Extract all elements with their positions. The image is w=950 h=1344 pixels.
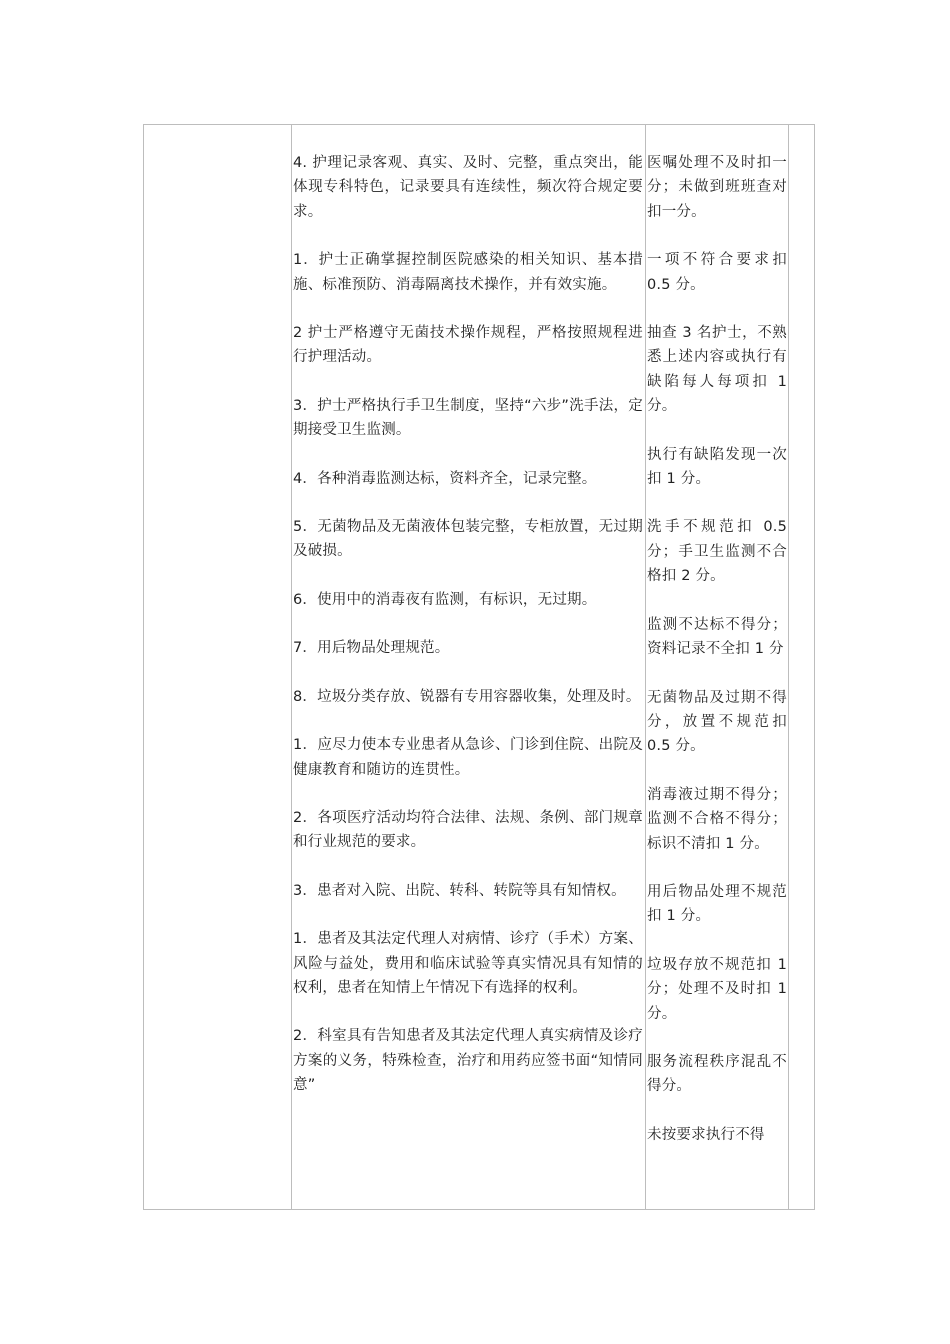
criteria-item: 2．各项医疗活动均符合法律、法规、条例、部门规章和行业规范的要求。 — [293, 809, 643, 851]
criteria-item: 1．应尽力使本专业患者从急诊、门诊到住院、出院及健康教育和随访的连贯性。 — [293, 737, 643, 778]
criteria-item: 3．护士严格执行手卫生制度，坚持“六步”洗手法，定期接受卫生监测。 — [293, 397, 643, 439]
criteria-item: 7．用后物品处理规范。 — [293, 640, 450, 657]
deduction-item: 抽查 3 名护士，不熟悉上述内容或执行有缺陷每人每项扣 1 分。 — [647, 325, 787, 415]
deduction-item: 垃圾存放不规范扣 1 分；处理不及时扣 1 分。 — [647, 956, 787, 1022]
criteria-column — [293, 125, 643, 1209]
criteria-item: 8．垃圾分类存放、锐器有专用容器收集，处理及时。 — [293, 688, 641, 705]
deduction-item: 洗手不规范扣 0.5 分；手卫生监测不合格扣 2 分。 — [647, 519, 787, 585]
criteria-item: 4．各种消毒监测达标，资料齐全，记录完整。 — [293, 470, 597, 487]
evaluation-table — [143, 124, 815, 1210]
deduction-item: 无菌物品及过期不得分，放置不规范扣 0.5 分。 — [647, 689, 787, 755]
deduction-item: 用后物品处理不规范扣 1 分。 — [647, 883, 787, 925]
column-divider — [645, 125, 646, 1209]
deduction-item: 服务流程秩序混乱不得分。 — [647, 1053, 787, 1095]
deduction-item: 医嘱处理不及时扣一分；未做到班班查对扣一分。 — [647, 155, 787, 220]
criteria-item: 1．护士正确掌握控制医院感染的相关知识、基本措施、标准预防、消毒隔离技术操作，并有效实施。 — [293, 252, 643, 293]
criteria-item: 2 护士严格遵守无菌技术操作规程，严格按照规程进行护理活动。 — [293, 325, 643, 366]
criteria-item: 1．患者及其法定代理人对病情、诊疗（手术）方案、风险与益处，费用和临床试验等真实情况具有知情的权利，患者在知情上午情况下有选择的权利。 — [293, 931, 643, 996]
criteria-item: 5．无菌物品及无菌液体包装完整，专柜放置，无过期及破损。 — [293, 519, 643, 560]
deduction-item: 执行有缺陷发现一次扣 1 分。 — [647, 446, 787, 488]
deduction-item: 一项不符合要求扣 0.5 分。 — [647, 252, 787, 293]
criteria-item: 6．使用中的消毒夜有监测，有标识，无过期。 — [293, 591, 597, 608]
column-divider — [291, 125, 292, 1209]
criteria-item: 4. 护理记录客观、真实、及时、完整，重点突出，能体现专科特色，记录要具有连续性，频次符合规定要求。 — [293, 155, 643, 220]
deduction-item: 消毒液过期不得分；监测不合格不得分；标识不清扣 1 分。 — [647, 786, 787, 852]
deduction-item: 未按要求执行不得 — [647, 1126, 765, 1143]
column-divider — [788, 125, 789, 1209]
criteria-item: 3．患者对入院、出院、转科、转院等具有知情权。 — [293, 882, 626, 899]
deduction-column — [647, 125, 787, 1209]
deduction-item: 监测不达标不得分；资料记录不全扣 1 分 — [647, 616, 787, 658]
criteria-item: 2．科室具有告知患者及其法定代理人真实病情及诊疗方案的义务，特殊检查，治疗和用药应签书面“知情同意” — [293, 1028, 643, 1094]
